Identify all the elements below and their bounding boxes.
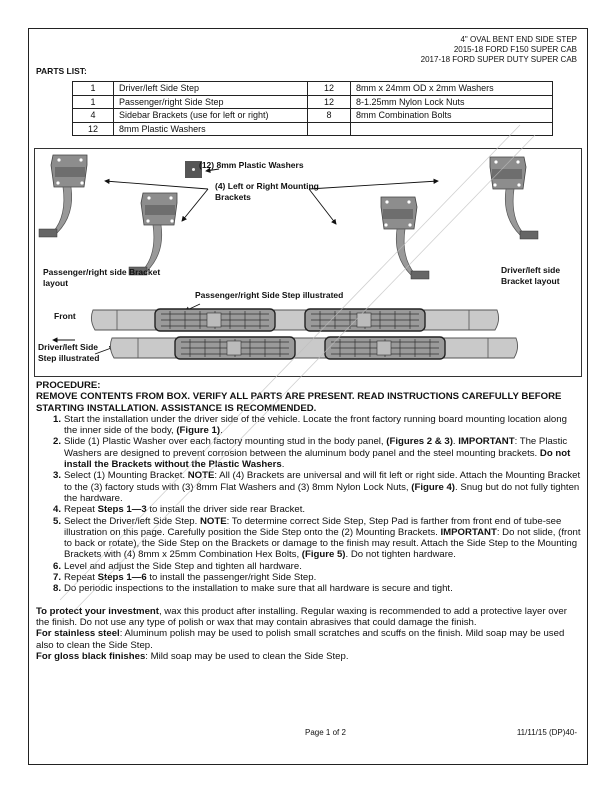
bold-text: IMPORTANT xyxy=(458,436,515,448)
parts-row xyxy=(73,109,553,123)
bold-text: NOTE xyxy=(187,470,215,482)
part-qty: 12 xyxy=(308,95,351,109)
page-number: Page 1 of 2 xyxy=(305,728,346,737)
procedure-step xyxy=(36,504,581,515)
text: : To determine correct Side Step, Step Pad is farther from front end of tube-see illustration on this page. Carefully position the Side Step onto the (2) Mounting Brackets. xyxy=(64,515,562,538)
text: : Mild soap may be used to clean the Side Step. xyxy=(145,650,349,662)
bold-text: (Figure 5) xyxy=(301,549,346,561)
text: . xyxy=(452,436,459,448)
bold-text: (Figures 2 & 3) xyxy=(386,436,453,448)
part-description: Passenger/right Side Step xyxy=(114,95,308,109)
bracket-passenger-rear xyxy=(129,193,177,275)
text: . xyxy=(281,459,285,471)
part-qty: 12 xyxy=(308,82,351,96)
text: . Snug but do not fully tighten the hardware. xyxy=(64,481,580,504)
step-number: 4. xyxy=(53,504,62,516)
procedure-step xyxy=(36,561,581,572)
part-qty: 1 xyxy=(73,82,114,96)
text: Repeat xyxy=(64,572,98,584)
label-front: Front xyxy=(54,311,76,321)
bold-text: NOTE xyxy=(199,515,227,527)
document-code: 11/11/15 (DP)40- xyxy=(516,728,577,737)
step-number: 8. xyxy=(53,583,62,595)
procedure-steps xyxy=(36,414,581,595)
bold-text: Do not install the Brackets without the Plastic Washers xyxy=(64,447,571,471)
text: Repeat xyxy=(64,504,98,516)
text: : The Plastic Washers are designed to prevent corrosion between the aluminum body panel and the steel mounting brackets. xyxy=(64,436,568,459)
parts-row xyxy=(73,82,553,96)
part-description: 8mm x 24mm OD x 2mm Washers xyxy=(351,82,553,96)
bold-text: IMPORTANT xyxy=(440,526,497,538)
care-paragraph xyxy=(36,628,581,651)
driver-side-step-image xyxy=(110,337,517,359)
text: to install the driver side rear Bracket. xyxy=(146,504,306,516)
bracket-driver-rear xyxy=(381,197,429,279)
parts-row xyxy=(73,122,553,136)
part-description: 8mm Plastic Washers xyxy=(114,122,308,136)
text: Level and adjust the Side Step and tighten all hardware. xyxy=(64,560,302,572)
label-passenger-side-step: Passenger/right Side Step illustrated xyxy=(195,290,344,300)
step-number: 7. xyxy=(53,572,62,584)
part-description: Sidebar Brackets (use for left or right) xyxy=(114,109,308,123)
step-number: 6. xyxy=(53,560,62,572)
text: . xyxy=(220,425,223,437)
bold-text: To protect your investment xyxy=(36,605,159,617)
text: . Do not tighten hardware. xyxy=(345,549,456,561)
text: to install the passenger/right Side Step. xyxy=(146,572,317,584)
part-qty xyxy=(308,122,351,136)
text: : Do not slide, (front to back or rotate), the Side Step on the Brackets or damage to the finish may result. Attach the Side Step to the Mounting Brackets with (4) 8mm x 25mm Combination Hex Bolts, xyxy=(64,526,581,561)
procedure-intro: REMOVE CONTENTS FROM BOX. VERIFY ALL PARTS ARE PRESENT. READ INSTRUCTIONS CAREFULLY BEFORE STARTING INSTALLATION. ASSISTANCE IS RECOMMENDED. xyxy=(36,391,562,414)
part-description: 8-1.25mm Nylon Lock Nuts xyxy=(351,95,553,109)
bracket-passenger-front xyxy=(39,155,87,237)
text: Do periodic inspections to the installation to make sure that all hardware is secure and tight. xyxy=(64,583,453,595)
vehicle-line-2: 2017-18 FORD SUPER DUTY SUPER CAB xyxy=(420,55,577,64)
text: Select (1) Mounting Bracket. xyxy=(64,470,188,482)
product-title: 4" OVAL BENT END SIDE STEP xyxy=(460,35,577,44)
text: Select the Driver/left Side Step. xyxy=(64,515,200,527)
bracket-driver-front xyxy=(490,157,538,239)
care-instructions xyxy=(36,606,581,662)
bold-text: (Figure 4) xyxy=(411,481,455,493)
bold-text: For gloss black finishes xyxy=(36,650,146,662)
bold-text: (Figure 1) xyxy=(176,425,221,437)
procedure-step xyxy=(36,572,581,583)
bold-text: Steps 1—3 xyxy=(97,504,147,516)
part-qty: 8 xyxy=(308,109,351,123)
document-header xyxy=(421,35,577,65)
parts-illustration xyxy=(34,148,582,377)
text: , wax this product after installing. Regular waxing is recommended to add a protective layer over the finish. Do not use any type of polish or wax that may contain abrasives that could damage the finish. xyxy=(36,605,567,628)
step-number: 5. xyxy=(53,515,62,527)
part-description xyxy=(351,122,553,136)
step-number: 3. xyxy=(53,470,62,482)
bold-text: For stainless steel xyxy=(36,628,120,640)
care-paragraph xyxy=(36,606,581,629)
passenger-side-step-image xyxy=(91,309,498,331)
procedure-step xyxy=(36,436,581,470)
parts-row xyxy=(73,95,553,109)
part-qty: 4 xyxy=(73,109,114,123)
part-description: Driver/left Side Step xyxy=(114,82,308,96)
text: Slide (1) Plastic Washer over each factory mounting stud in the body panel, xyxy=(64,436,387,448)
vehicle-line-1: 2015-18 FORD F150 SUPER CAB xyxy=(453,45,577,54)
parts-list-title: PARTS LIST: xyxy=(36,66,87,76)
parts-table xyxy=(72,81,553,136)
label-driver-bracket-layout: Driver/left side Bracket layout xyxy=(501,265,561,286)
procedure-step xyxy=(36,414,581,437)
part-description: 8mm Combination Bolts xyxy=(351,109,553,123)
text: : All (4) Brackets are universal and will fit left or right side. Attach the Mounting Bracket to the (3) factory studs with (3) 8mm Flat Washers and (3) 8mm Nylon Lock Nuts, xyxy=(64,470,581,493)
text: : Aluminum polish may be used to polish small scratches and scuffs on the finish. Mild soap may be used also to clean the Side Step. xyxy=(36,628,565,651)
label-passenger-bracket-layout: Passenger/right side Bracket layout xyxy=(43,267,161,288)
procedure-section xyxy=(36,380,581,662)
label-driver-side-step: Driver/left Side Step illustrated xyxy=(38,342,100,363)
part-qty: 12 xyxy=(73,122,114,136)
label-plastic-washers: (12) 8mm Plastic Washers xyxy=(199,160,304,170)
procedure-step xyxy=(36,583,581,594)
care-paragraph xyxy=(36,651,581,662)
step-number: 1. xyxy=(53,413,62,425)
text: Start the installation under the driver side of the vehicle. Locate the front factory running board mounting location along the inner side of the body, xyxy=(64,413,567,437)
procedure-step xyxy=(36,470,581,504)
step-number: 2. xyxy=(53,436,62,448)
label-mounting-brackets: (4) Left or Right Mounting Brackets xyxy=(215,181,319,202)
procedure-title: PROCEDURE: xyxy=(36,380,101,391)
part-qty: 1 xyxy=(73,95,114,109)
procedure-step xyxy=(36,516,581,561)
bold-text: Steps 1—6 xyxy=(97,572,147,584)
